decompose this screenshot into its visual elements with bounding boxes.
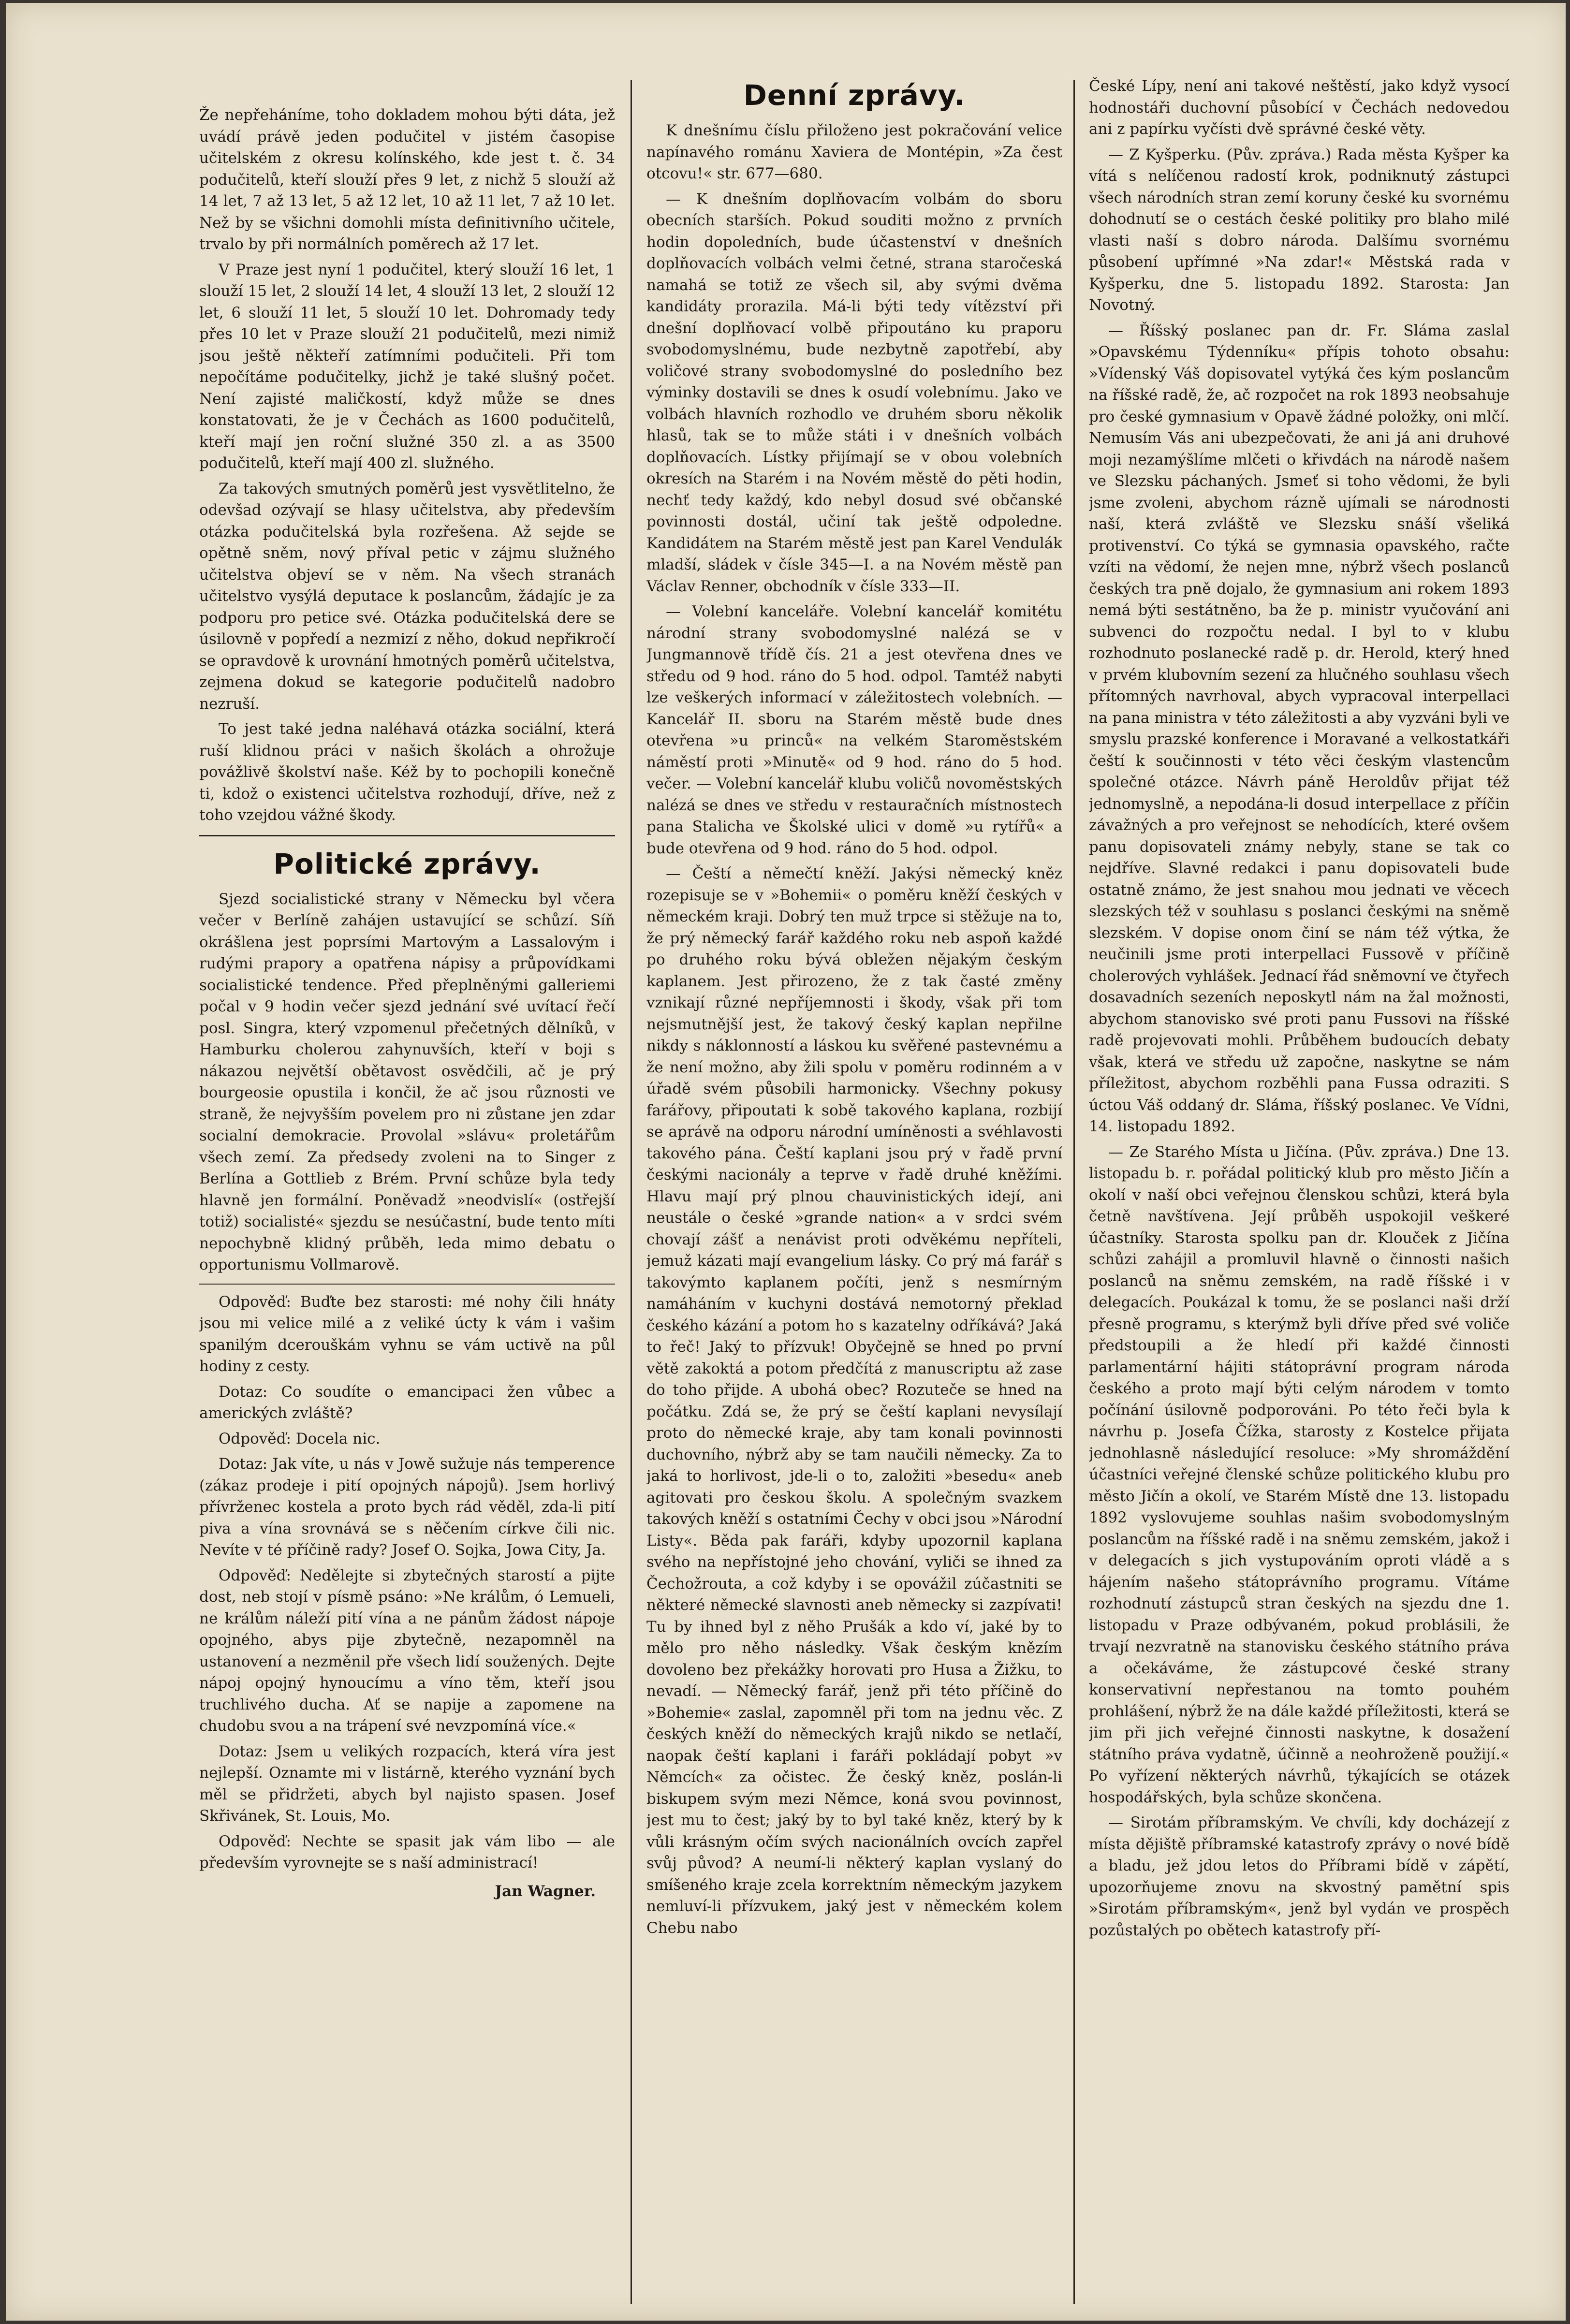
right-column bbox=[1089, 75, 1510, 2280]
column-rule bbox=[1073, 80, 1075, 2304]
article-paragraph: To jest také jedna naléhavá otázka sociální, která ruší klidnou práci v našich školách a ohrožuje povážlivě školství naše. Kéž by to pochopili konečně ti, kdož o existenci učitelstva rozhodují, dříve, než z toho vzejdou vážné škody. bbox=[199, 720, 615, 824]
letter-paragraph: Odpověď: Buďte bez starosti: mé nohy čili hnáty jsou mi velice milé a z veliké úcty k vám i vašim spanilým dcerouškám vyhnu se vám uctivě na půl hodiny z cesty. bbox=[199, 1293, 615, 1375]
section-divider bbox=[199, 1284, 615, 1285]
article-paragraph: — Říšský poslanec pan dr. Fr. Sláma zaslal »Opavskému Týdenníku« přípis tohoto obsahu: »Vídenský Váš dopisovatel vytýká čes kým poslancům na říšské radě, že, ač rozpočet na rok 1893 neobsahuje pro české gymnasium v Opavě žádné položky, oni mlčí. Nemusím Vás ani ubezpečovati, že ani já ani druhové moji nezamýšlíme mlčeti o křivdách na národě našem ve Slezsku páchaných. Jsmeť si toho vědomi, že byli jsme zvoleni, abychom rázně ujímali se národnosti naší, která zvláště ve Slezsku snáší všeliká protivenství. Co týká se gymnasia opavského, račte vzíti na vědomí, že nejen mne, nýbrž všech poslanců českých tra pně dojalo, že gymnasium ani rokem 1893 nemá býti sestátněno, ba že p. ministr vyučování ani subvenci do rozpočtu nedal. I byl to v klubu rozhodnuto poslanecké radě p. dr. Herold, který hned v prvém klubovním sezení za hlučného souhlasu všech přítomných navrhoval, abych vypracoval interpellaci na pana ministra v této záležitosti a aby vyzváni byli ve smyslu prazské konference i Moravané a velkostatkáři čeští k součinnosti v této věci českým vlastencům společné otázce. Návrh páně Heroldův přijat též jednomyslně, a nepodána-li dosud interpellace z příčin závažných a pro veřejnost se nehodících, které ovšem panu dopisovateli známy nebyly, stane se tak co nejdříve. Slavné redakci i panu dopisovateli bude ostatně známo, že jest snahou mou jednati ve věcech slezských též v souhlasu s poslanci českými na sněmě slezském. V dopise onom činí se nám též výtka, že neučinili jsme proti interpellaci Fussově v příčině cholerových vyhlášek. Jednací řád sněmovní ve čtyřech dosavadních sezeních neposkytl nám na žal možnosti, abychom stanovisko své proti panu Fussovi na říšské radě projevovati mohli. Průběhem budoucích debaty však, která ve středu už započne, naskytne se nám příležitost, abychom rozběhli pana Fussa odraziti. S úctou Váš oddaný dr. Sláma, říšský poslanec. Ve Vídni, 14. listopadu 1892. bbox=[1089, 322, 1510, 1135]
article-paragraph: — K dnešním doplňovacím volbám do sboru obecních starších. Pokud souditi možno z prvních hodin dopoledních, bude účastenství v dnešních doplňovacích volbách velmi četné, strana staročeská namahá se totiž ze všech sil, aby svými dvěma kandidáty prorazila. Má-li býti tedy vítězství při dnešní doplňovací volbě připoutáno ku praporu svobodomyslnému, bude nezbytně zapotřebí, aby voličové strany svobodomyslné do posledního bez výminky dostavili se dnes k osudí volebnímu. Jako ve volbách hlavních rozhodlo ve druhém sboru několik hlasů, tak se to může státi i v dnešních volbách doplňovacích. Lístky přijímají se v obou volebních okresích na Starém i na Novém městě do pěti hodin, nechť tedy každý, kdo nebyl dosud své občanské povinnosti dostál, učiní tak ještě odpoledne. Kandidátem na Starém městě jest pan Karel Vendulák mladší, sládek v čísle 345—I. a na Novém městě pan Václav Renner, obchodník v čísle 333—II. bbox=[646, 190, 1062, 595]
section-divider bbox=[199, 835, 615, 836]
article-paragraph: Že nepřeháníme, toho dokladem mohou býti dáta, jež uvádí právě jeden podučitel v jistém časopise učitelském z okresu kolínského, kde jest t. č. 34 podučitelů, kteří slouží přes 9 let, z nichž 5 slouží až 14 let, 7 až 13 let, 5 až 12 let, 10 až 11 let, 7 až 10 let. Než by se všichni domohli místa definitivního učitele, trvalo by při normálních poměrech až 17 let. bbox=[199, 106, 615, 253]
letter-paragraph: Odpověď: Nedělejte si zbytečných starostí a pijte dost, neb stojí v písmě psáno: »Ne králům, ó Lemueli, ne králům náleží pití vína a ne pánům žádost nápoje opojného, abys pije zbytečně, nezapomněl na ustanovení a nezměnil pře všech lidí soužených. Dejte nápoj opojný hynoucímu a víno těm, kteří jsou truchlivého ducha. Ať se napije a zapomene na chudobu svou a na trápení své nevzpomíná více.« bbox=[199, 1566, 615, 1735]
article-paragraph: K dnešnímu číslu přiloženo jest pokračování velice napínavého románu Xaviera de Montépin, »Za čest otcovu!« str. 677—680. bbox=[646, 122, 1062, 182]
letter-paragraph: Dotaz: Jsem u velikých rozpacích, která víra jest nejlepší. Oznamte mi v listárně, kterého vyznání bych měl se přidržeti, abych byl najisto spasen. Josef Skřivánek, St. Louis, Mo. bbox=[199, 1742, 615, 1825]
article-paragraph: Sjezd socialistické strany v Německu byl včera večer v Berlíně zahájen ustavující se schůzí. Síň okrášlena jest poprsími Martovým a Lassalovým i rudými prapory a opatřena nápisy a průpovídkami socialistické tendence. Před přeplněnými galleriemi počal v 9 hodin večer sjezd jednání své uvítací řečí posl. Singra, který vzpomenul přečetných dělníků, v Hamburku cholerou zahynuvších, kteří v boji s nákazou největší obětavost osvědčili, ač je prý bourgeosie opustila i končil, že ač jsou různosti ve straně, že nejvyšším povelem pro ni zůstane jen zdar socialní demokracie. Provolal »slávu« proletářům všech zemí. Za předsedy zvoleni na to Singer z Berlína a Gottlieb z Brém. První schůze byla tedy hlavně jen formální. Poněvadž »neodvislí« (ostřejší totiž) socialisté« sjezdu se nesúčastní, bude tento míti nepochybně klidný průběh, leda mimo debatu o opportunismu Vollmarově. bbox=[199, 890, 615, 1273]
letter-paragraph: Odpověď: Docela nic. bbox=[219, 1430, 381, 1447]
column-rule bbox=[631, 80, 632, 2304]
article-paragraph: Za takových smutných poměrů jest vysvětlitelno, že odevšad ozývají se hlasy učitelstva, aby především otázka podučitelská byla rozřešena. Až sejde se opětně sněm, nový příval petic v zájmu služného učitelstva objeví se v něm. Na všech stranách učitelstvo vysýlá deputace k poslancům, žádajíc je za podporu pro petice své. Otázka podučitelská dere se úsilovně v popředí a nezmizí z něho, dokud nepřikročí se opravdově k urovnání hmotných poměrů učitelstva, zejmena dokud se kategorie podučitelů nadobro nezruší. bbox=[199, 480, 615, 713]
article-paragraph: — Volební kanceláře. Volební kancelář komitétu národní strany svobodomyslné nalézá se v Jungmannově třídě čís. 21 a jest otevřena dnes ve středu od 9 hod. ráno do 5 hod. odpol. Tamtéž nabyti lze veškerých informací v záležitostech volebních. — Kancelář II. sboru na Starém městě bude dnes otevřena »u princů« na velkém Staroměstském náměstí proti »Minutě« od 9 hod. ráno do 5 hod. večer. — Volební kancelář klubu voličů novoměstských nalézá se dnes ve středu v restauračních místnostech pana Stalicha ve Školské ulici v domě »u rytířů« a bude otevřena od 9 hod. ráno do 5 hod. odpol. bbox=[646, 603, 1062, 857]
article-paragraph: — Z Kyšperku. (Pův. zpráva.) Rada města Kyšper ka vítá s nelíčenou radostí krok, podniknutý zástupci všech národních stran zemí koruny české ku svornému dohodnutí se o cestách české politiky pro blaho milé vlasti naší s dobro národa. Dalšímu svornému působení upřímné »Na zdar!« Městská rada v Kyšperku, dne 5. listopadu 1892. Starosta: Jan Novotný. bbox=[1089, 146, 1510, 314]
middle-column bbox=[646, 75, 1062, 2280]
article-paragraph: České Lípy, není ani takové neštěstí, jako když vysocí hodnostáři duchovní působící v Čechách nedovedou ani z papírku vyčísti dvě správné české věty. bbox=[1089, 77, 1510, 138]
article-paragraph: — Ze Starého Místa u Jičína. (Pův. zpráva.) Dne 13. listopadu b. r. pořádal politický klub pro město Jičín a okolí v naší obci veřejnou členskou schůzi, která byla četně navštívena. Její průběh uspokojil veškeré účastníky. Starosta spolku pan dr. Klouček z Jičína schůzi zahájil a promluvil hlavně o činnosti našich poslanců na sněmu zemském, na radě říšské i v delegacích. Poukázal k tomu, že se poslanci naši drží přesně programu, s kterýmž byli dříve před své voliče předstoupili a že hledí při každé činnosti parlamentární hájiti státoprávní program národa českého a proto mají býti celým národem v tomto počínání úsilovně podporováni. Po této řeči byla k návrhu p. Josefa Čížka, starosty z Kostelce přijata jednohlasně následující resoluce: »My shromáždění účastníci veřejné členské schůze politického klubu pro město Jičín a okolí, ve Starém Místě dne 13. listopadu 1892 vyslovujeme souhlas našim svobodomyslným poslancům na říšské radě i na sněmu zemském, jakož i v delegacích s jich vystupováním oproti vládě a s hájením našeho státoprávního programu. Vítáme rozhodnutí zástupců stran českých na sjezdu dne 1. listopadu v Praze odbývaném, pokud problásili, že trvají nezvratně na stanovisku českého státního práva a očekáváme, že zástupcové české strany konservativní nepřestanou na tomto pouhém prohlášení, nýbrž že na dále každé příležitosti, která se jim při jich veřejné činnosti naskytne, k dosažení státního práva vydatně, účinně a neohroženě použijí.« Po vyřízení některých návrhů, týkajících se otázek hospodářských, byla schůze skončena. bbox=[1089, 1143, 1510, 1806]
article-paragraph: — Čeští a němečtí kněží. Jakýsi německý kněz rozepisuje se v »Bohemii« o poměru kněží českých v německém kraji. Dobrý ten muž trpce si stěžuje na to, že prý německý farář každého roku neb aspoň každé po druhého roku bývá obležen nějakým českým kaplanem. Jest přirozeno, že z tak časté změny vznikají různé nepříjemnosti i škody, však při tom nejsmutnější jest, že takový český kaplan nepřilne nikdy s náklonností a láskou ku svěřené pastevnému a že není možno, aby žili spolu v poměru rodinném a v úřadě svém působili harmonicky. Všechny pokusy farářovy, připoutati k sobě takového kaplana, rozbijí se aprávě na odporu národní umíněnosti a svéhlavosti takového pána. Čeští kaplani jsou prý v řadě první českými nacionály a teprve v řadě druhé kněžími. Hlavu mají prý plnou chauvinistických idejí, ani neustále o české »grande nation« a v srdci svém chovají zášť a nenávist proti odvěkému nepříteli, jemuž kázati mají evangelium lásky. Co prý má farář s takovýmto kaplanem počíti, jenž s nesmírným namáháním v kuchyni dostává nemotorný překlad českého kázání a potom ho s kazatelny odříkává? Jaká to řeč! Jaký to přízvuk! Obyčejně se hned po první větě zakoktá a potom předčítá z manuscriptu až zase do toho přijde. A ubohá obec? Rozuteče se hned na počátku. Zdá se, že prý se čeští kaplani nevysílají proto do německé kraje, aby tam konali povinnosti duchovního, nýbrž aby se tam naučili německy. Za to jaká to horlivost, jde-li o to, založiti »besedu« aneb agitovati pro českou školu. A společným svazkem takových kněží s ostatními Čechy v obci jsou »Národní Listy«. Běda pak faráři, kdyby upozornil kaplana svého na nepřístojné jeho chování, vyliči se ihned za Čechožrouta, a což kdyby i se opovážil zúčastniti se některé německé slavnosti aneb německy si zazpívati! Tu by ihned byl z něho Prušák a kdo ví, jaké by to mělo pro něho následky. Však českým knězím dovoleno bez překážky horovati pro Husa a Žižku, to nevadí. — Německý farář, jenž při této příčině do »Bohemie« zaslal, zapomněl při tom na jednu věc. Z českých kněží do německých krajů nikdo se netlačí, naopak čeští kaplani i faráři pokládají pobyt »v Němcích« za očistec. Že český kněz, poslán-li biskupem svým mezi Němce, koná svou povinnost, jest mu to čest; jaký by to byl také kněz, který by k vůli krásným očím svých nacionálních ovcích zapřel svůj původ? A neumí-li některý kaplan vyslaný do smíšeného kraje zcela korrektním německým jazykem nemluví-li přízvukem, jaký jest v německém kolem Chebu nabo bbox=[646, 865, 1062, 1937]
article-paragraph: — Sirotám příbramským. Ve chvíli, kdy docházejí z místa dějiště příbramské katastrofy zprávy o nové bídě a bladu, jež jdou letos do Příbrami bídě v zápětí, upozorňujeme znovu na skvostný pamětní spis »Sirotám příbramským«, jenž byl vydán ve prospěch pozůstalých po obětech katastrofy pří- bbox=[1089, 1814, 1510, 1939]
letter-paragraph: Dotaz: Jak víte, u nás v Jowě sužuje nás temperence (zákaz prodeje i pití opojných nápojů). Jsem horlivý přívrženec kostela a proto bych rád věděl, zda-li pití piva a vína srovnává se s něčením církve čili nic. Nevíte v té příčině rady? Josef O. Sojka, Jowa City, Ja. bbox=[199, 1455, 615, 1559]
letter-paragraph: Odpověď: Nechte se spasit jak vám libo — ale především vyrovnejte se s naší administrací! bbox=[199, 1832, 615, 1871]
section-heading-denni: Denní zprávy. bbox=[743, 79, 966, 112]
section-heading-politicke: Politické zprávy. bbox=[273, 847, 541, 880]
author-signature: Jan Wagner. bbox=[495, 1882, 596, 1900]
newspaper-page bbox=[6, 3, 1566, 2321]
left-column bbox=[199, 104, 615, 2309]
article-paragraph: V Praze jest nyní 1 podučitel, který slouží 16 let, 1 slouží 15 let, 2 slouží 14 let, 4 slouží 13 let, 2 slouží 12 let, 6 slouží 11 let, 5 slouží 10 let. Dohromady tedy přes 10 let v Praze slouží 21 podučitelů, mezi nimiž jsou ještě někteří zatímními podučiteli. Při tom nepočítáme podučitelky, jichž je také slušný počet. Není zajisté maličkostí, když může se dnes konstatovati, že je v Čechách as 1600 podučitelů, kteří mají jen roční služné 350 zl. a as 3500 podučitelů, kteří mají 400 zl. služného. bbox=[199, 261, 615, 472]
letter-paragraph: Dotaz: Co soudíte o emancipaci žen vůbec a amerických zvláště? bbox=[199, 1383, 615, 1422]
